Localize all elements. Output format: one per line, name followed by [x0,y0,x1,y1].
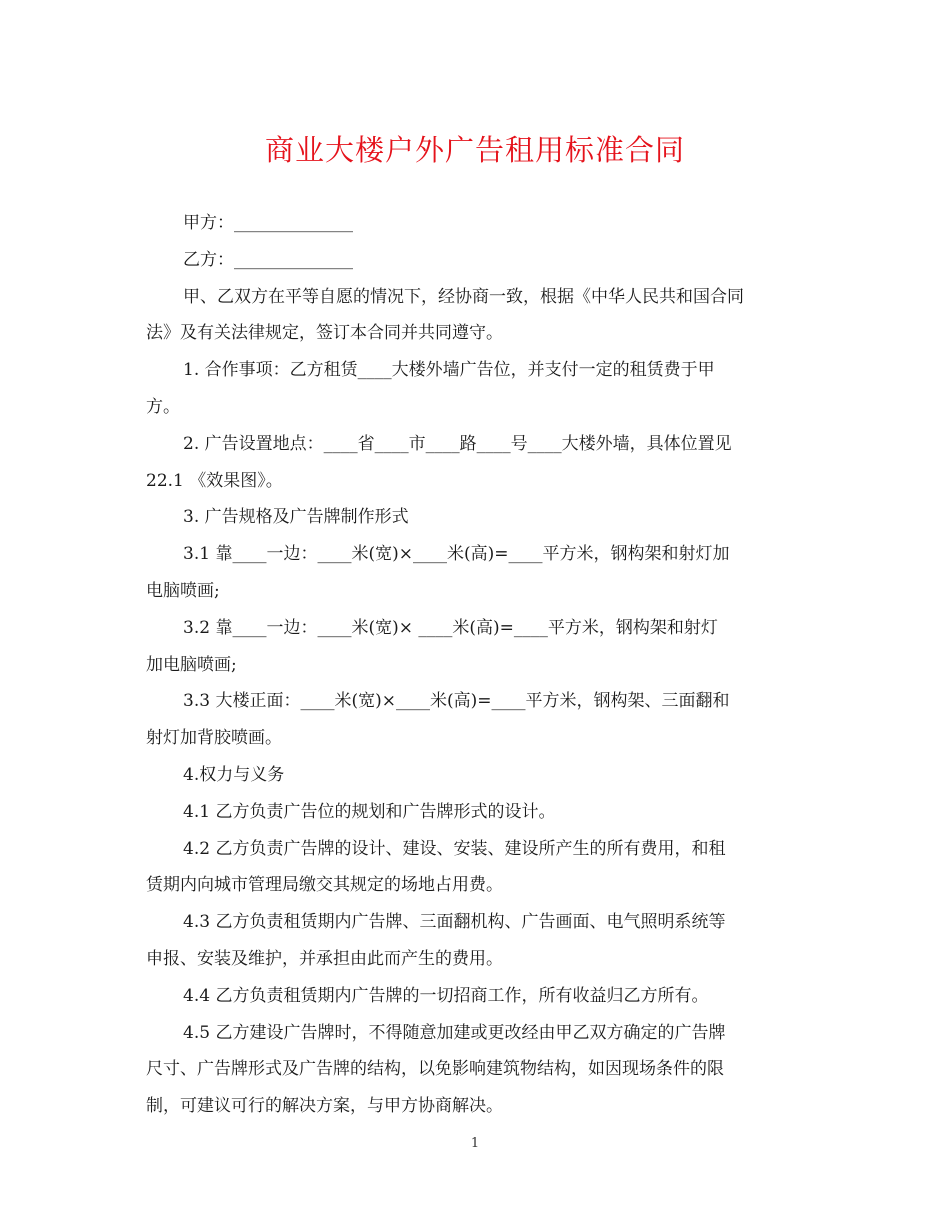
text-line: 3.3 大楼正面：____米(宽)×____米(高)=____平方米，钢构架、三面翻和 [183,691,730,712]
text-line: 方。 [146,396,180,417]
text-line: 4.4 乙方负责租赁期内广告牌的一切招商工作，所有收益归乙方所有。 [183,985,709,1006]
document-title: 商业大楼户外广告租用标准合同 [264,133,685,167]
text-line: 赁期内向城市管理局缴交其规定的场地占用费。 [146,875,503,896]
document-body [146,205,802,1125]
text-line: 4.权力与义务 [183,764,285,785]
text-line: 2. 广告设置地点：____省____市____路____号____大楼外墙，具体位置见 [183,433,732,454]
page-number: 1 [470,1136,480,1151]
text-line: 电脑喷画; [146,580,220,601]
text-line: 4.2 乙方负责广告牌的设计、建设、安装、建设所产生的所有费用，和租 [183,838,726,859]
text-line: 尺寸、广告牌形式及广告牌的结构，以免影响建筑物结构，如因现场条件的限 [146,1059,724,1080]
text-line: 甲、乙双方在平等自愿的情况下，经协商一致，根据《中华人民共和国合同 [183,286,744,307]
text-line: 4.1 乙方负责广告位的规划和广告牌形式的设计。 [183,801,556,822]
text-line: 甲方：______________ [183,213,353,233]
text-line: 法》及有关法律规定，签订本合同并共同遵守。 [146,323,503,344]
text-line: 3.2 靠____一边：____米(宽)× ____米(高)=____平方米，钢构架和射灯 [183,617,718,638]
text-line: 3. 广告规格及广告牌制作形式 [183,507,409,528]
text-line: 22.1 《效果图》。 [146,470,283,491]
text-line: 乙方：______________ [183,249,353,270]
text-line: 加电脑喷画; [146,654,237,675]
text-line: 1. 合作事项：乙方租赁____大楼外墙广告位，并支付一定的租赁费于甲 [183,360,715,381]
text-line: 制，可建议可行的解决方案，与甲方协商解决。 [146,1096,503,1117]
text-line: 3.1 靠____一边：____米(宽)×____米(高)=____平方米，钢构架和射灯加 [183,544,730,565]
text-line: 申报、安装及维护，并承担由此而产生的费用。 [146,948,503,969]
text-line: 4.3 乙方负责租赁期内广告牌、三面翻机构、广告画面、电气照明系统等 [183,912,726,933]
text-line: 射灯加背胶喷画。 [146,728,282,749]
text-line: 4.5 乙方建设广告牌时，不得随意加建或更改经由甲乙双方确定的广告牌 [183,1022,726,1043]
